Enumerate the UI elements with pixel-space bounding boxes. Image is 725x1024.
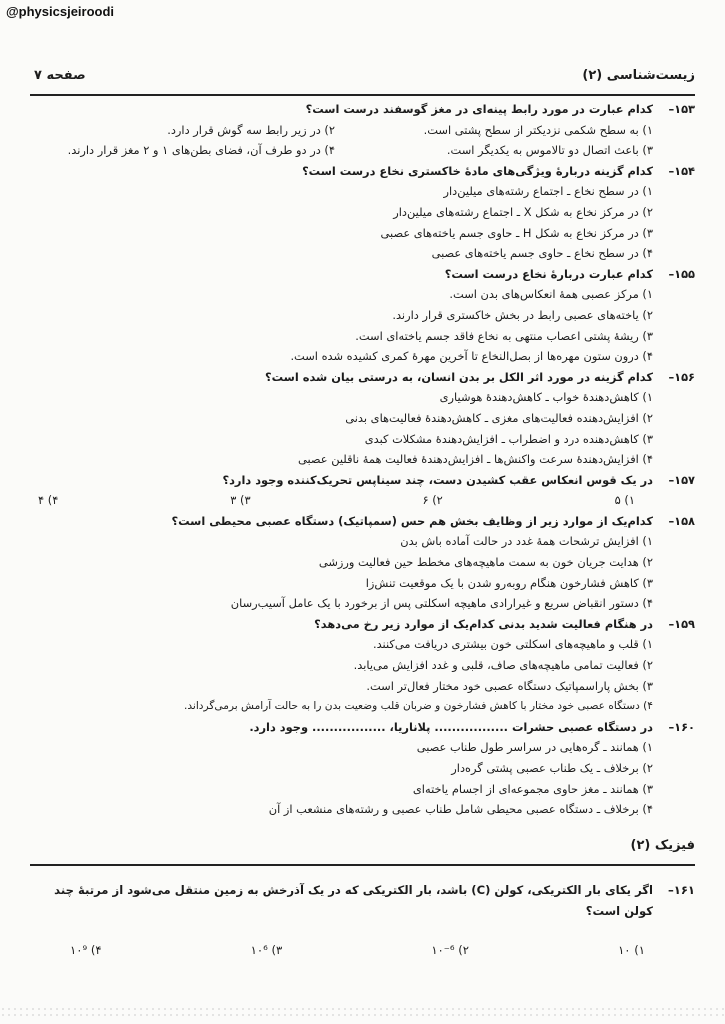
question-text: در دستگاه عصبی حشرات ................. پلاناریا، ................. وجود دارد. (249, 719, 653, 734)
option-3[interactable]: ۳) ریشهٔ پشتی اعصاب منتهی به نخاع فاقد جسم یاخته‌ای است. (355, 328, 653, 343)
option-2[interactable]: ۲) در مرکز نخاع به شکل X ـ اجتماع رشته‌های میلین‌دار (393, 204, 653, 219)
question-number: ۱۵۴– (668, 163, 695, 178)
option-3[interactable]: ۳) کاهش فشارخون هنگام روبه‌رو شدن با یک موقعیت تنش‌زا (365, 575, 653, 590)
option-4[interactable]: ۴) درون ستون مهره‌ها از بصل‌النخاع تا آخرین مهرهٔ کمری کشیده شده است. (290, 349, 653, 364)
option-1[interactable]: ۱) قلب و ماهیچه‌های اسکلتی خون بیشتری دریافت می‌کنند. (372, 637, 653, 652)
question-154 (30, 161, 695, 264)
question-number: ۱۵۸– (668, 513, 695, 528)
option-2[interactable]: ۲) فعالیت تمامی ماهیچه‌های صاف، قلبی و غدد افزایش می‌یابد. (353, 658, 653, 673)
question-number: ۱۵۹– (668, 616, 695, 631)
section-divider (30, 864, 695, 866)
question-number: ۱۵۵– (668, 266, 695, 281)
option-3[interactable]: ۳) باعث اتصال دو تالاموس به یکدیگر است. (446, 143, 653, 158)
option-4[interactable]: ۴) در سطح نخاع ـ حاوی جسم یاخته‌های عصبی (431, 246, 653, 261)
question-157 (30, 470, 695, 511)
question-text: کدام عبارت در مورد رابط پینه‌ای در مغز گوسفند درست است؟ (305, 102, 653, 116)
question-text: کدام‌یک از موارد زیر از وظایف بخش هم حس (سمپاتیک) دستگاه عصبی محیطی است؟ (171, 513, 653, 528)
question-number: ۱۵۷– (668, 472, 695, 487)
option-1[interactable]: ۱) به سطح شکمی نزدیکتر از سطح پشتی است. (423, 122, 653, 137)
question-number: ۱۶۰– (668, 719, 695, 734)
section-title-physics: فیزیک (۲) (630, 838, 695, 853)
option-1[interactable]: ۱) ۵ (614, 493, 635, 508)
option-4[interactable]: ۴) دستور انقباض سریع و غیرارادی ماهیچه اسکلتی پس از برخورد با یک عامل آسیب‌رسان (230, 596, 653, 611)
option-1[interactable]: ۱) ۱۰ (618, 943, 645, 957)
option-4[interactable]: ۴) افزایش‌دهندهٔ سرعت واکنش‌ها ـ افزایش‌دهندهٔ فعالیت همهٔ ناقلین عصبی (297, 452, 653, 467)
option-1[interactable]: ۱) مرکز عصبی همهٔ انعکاس‌های بدن است. (449, 287, 653, 302)
option-1[interactable]: ۱) افزایش ترشحات همهٔ غدد در حالت آماده باش بدن (400, 534, 653, 549)
option-2[interactable]: ۲) برخلاف ـ یک طناب عصبی پشتی گره‌دار (451, 761, 653, 775)
question-number: ۱۵۳– (668, 102, 695, 116)
option-2[interactable]: ۲) ۱۰⁻⁶ (431, 943, 469, 957)
option-3[interactable]: ۳) ۱۰⁶ (250, 943, 283, 957)
option-4[interactable]: ۴) برخلاف ـ دستگاه عصبی محیطی شامل طناب عصبی و رشته‌های منشعب از آن (268, 802, 653, 817)
option-1[interactable]: ۱) در سطح نخاع ـ اجتماع رشته‌های میلین‌دار (443, 184, 653, 199)
option-3[interactable]: ۳) بخش پاراسمپاتیک دستگاه عصبی خود مختار فعال‌تر است. (366, 678, 653, 693)
question-159 (30, 614, 695, 717)
question-text: کدام گزینه دربارهٔ ویژگی‌های مادهٔ خاکستری نخاع درست است؟ (302, 163, 653, 178)
question-158 (30, 511, 695, 614)
question-text: در یک قوس انعکاس عقب کشیدن دست، چند سیناپس تحریک‌کننده وجود دارد؟ (222, 472, 653, 487)
option-1[interactable]: ۱) همانند ـ گره‌هایی در سراسر طول طناب عصبی (416, 740, 653, 755)
question-153 (30, 99, 695, 161)
questions-block (30, 99, 695, 820)
option-1[interactable]: ۱) کاهش‌دهندهٔ خواب ـ کاهش‌دهندهٔ هوشیاری (439, 390, 653, 405)
option-2[interactable]: ۲) ۶ (422, 493, 443, 508)
question-number: ۱۶۱– (667, 883, 695, 897)
question-number: ۱۵۶– (668, 369, 695, 384)
option-2[interactable]: ۲) یاخته‌های عصبی رابط در بخش خاکستری قرار دارند. (392, 307, 653, 322)
physics-question-block (30, 880, 695, 961)
question-text: کدام گزینه در مورد اثر الکل بر بدن انسان، به درستی بیان شده است؟ (265, 369, 653, 384)
option-3[interactable]: ۳) کاهش‌دهنده درد و اضطراب ـ افزایش‌دهندهٔ مشکلات کبدی (364, 431, 653, 446)
question-text: کدام عبارت دربارهٔ نخاع درست است؟ (444, 266, 653, 281)
question-161 (30, 880, 695, 922)
page-number: صفحه ۷ (34, 68, 86, 83)
option-2[interactable]: ۲) هدایت جریان خون به سمت ماهیچه‌های مخطط حین فعالیت ورزشی (318, 555, 653, 570)
question-text: اگر یکای بار الکتریکی، کولن (C) باشد، بار الکتریکی که در یک آذرخش به زمین منتقل می‌شود از مرتبهٔ چند کولن است؟ (54, 883, 653, 918)
subject-title: زیست‌شناسی (۲) (582, 68, 695, 83)
question-156 (30, 367, 695, 470)
question-155 (30, 264, 695, 367)
option-4[interactable]: ۴) ۱۰⁹ (70, 943, 102, 957)
option-3[interactable]: ۳) ۳ (230, 493, 251, 508)
option-4[interactable]: ۴) در دو طرف آن، فضای بطن‌های ۱ و ۲ مغز قرار دارند. (67, 143, 335, 158)
scan-noise-strip (0, 1006, 725, 1018)
header-divider (30, 94, 695, 96)
watermark-text: @physicsjeiroodi (6, 4, 115, 19)
option-4[interactable]: ۴) دستگاه عصبی خود مختار با کاهش فشارخون و ضربان قلب وضعیت بدن را به حالت آرامش برمی‌گرداند. (183, 700, 653, 713)
page-header (34, 68, 695, 86)
option-3[interactable]: ۳) در مرکز نخاع به شکل H ـ حاوی جسم یاخته‌های عصبی (380, 225, 653, 240)
option-4[interactable]: ۴) ۴ (38, 493, 59, 508)
option-2[interactable]: ۲) افزایش‌دهنده فعالیت‌های مغزی ـ کاهش‌دهندهٔ فعالیت‌های بدنی (345, 410, 653, 425)
option-2[interactable]: ۲) در زیر رابط سه گوش قرار دارد. (167, 122, 335, 137)
question-160 (30, 717, 695, 820)
question-text: در هنگام فعالیت شدید بدنی کدام‌یک از موارد زیر رخ می‌دهد؟ (314, 616, 653, 631)
option-3[interactable]: ۳) همانند ـ مغز حاوی مجموعه‌ای از اجسام یاخته‌ای (412, 781, 653, 796)
